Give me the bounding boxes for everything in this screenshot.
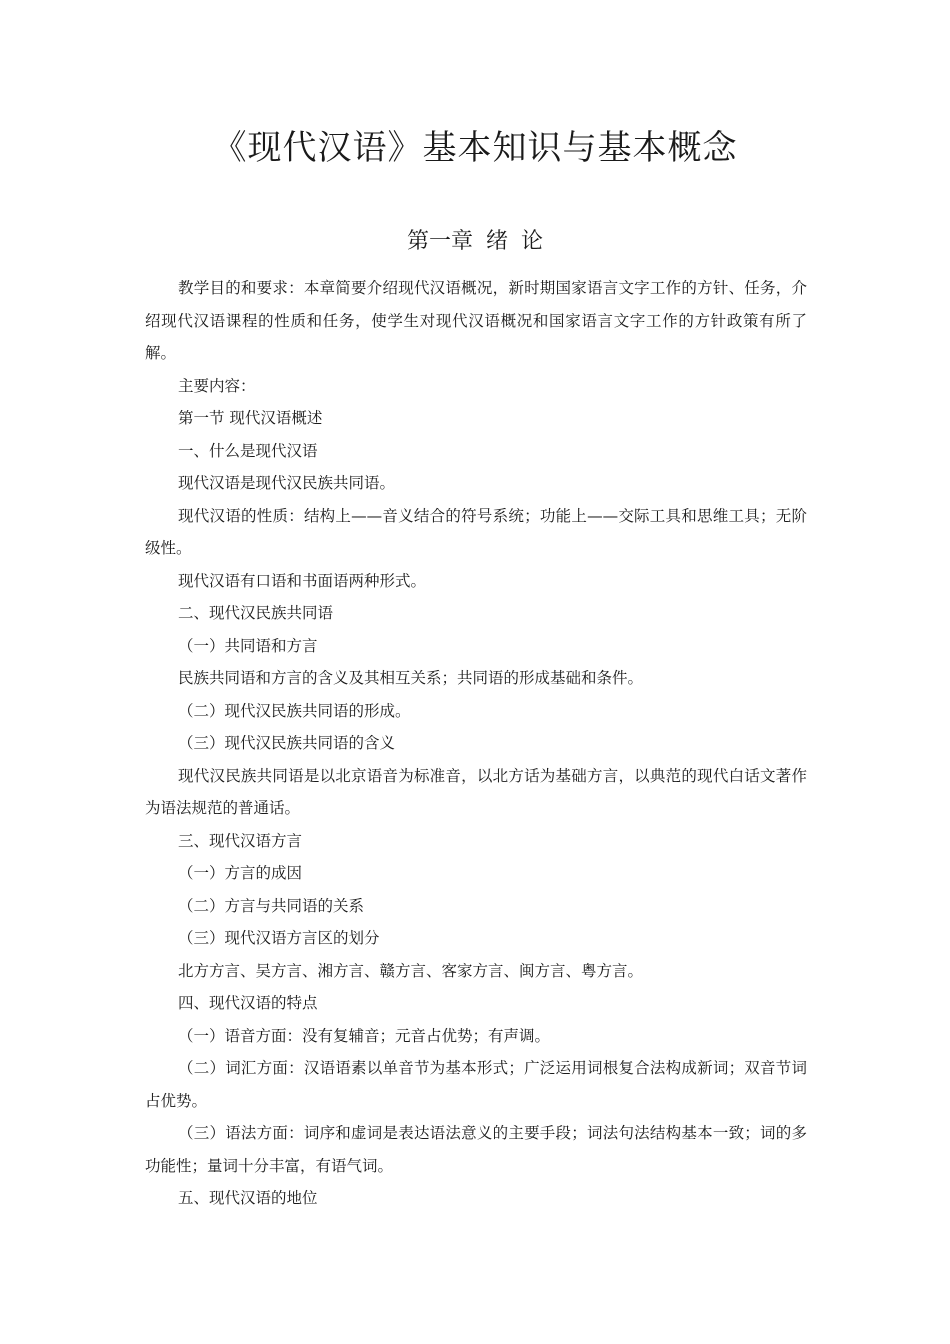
list-item-heading: （一）方言的成因 [178,864,303,882]
list-item: （一）语音方面：没有复辅音；元音占优势；有声调。 [178,1026,551,1045]
list-item-heading: （三）现代汉民族共同语的含义 [178,734,396,752]
paragraph: 现代汉民族共同语是以北京语音为标准音，以北方话为基础方言，以典范的现代白话文著作为语法规范的普通话。 [145,766,807,817]
list-item-heading: （二）方言与共同语的关系 [178,896,365,915]
subsection-heading: 五、现代汉语的地位 [178,1189,318,1207]
list-item-heading: （二）现代汉民族共同语的形成。 [178,701,411,720]
document-body [145,272,807,1215]
list-item: （二）词汇方面：汉语语素以单音节为基本形式；广泛运用词根复合法构成新词；双音节词占优势。 [145,1059,807,1110]
paragraph-main-content: 主要内容： [178,376,256,395]
paragraph: 民族共同语和方言的含义及其相互关系；共同语的形成基础和条件。 [178,669,644,687]
paragraph: 现代汉语是现代汉民族共同语。 [178,474,396,492]
list-item-heading: （一）共同语和方言 [178,636,318,655]
paragraph: 北方方言、吴方言、湘方言、赣方言、客家方言、闽方言、粤方言。 [178,961,644,980]
subsection-heading: 二、现代汉民族共同语 [178,604,334,622]
subsection-heading: 三、现代汉语方言 [178,831,303,850]
chapter-title: 第一章 绪 论 [407,229,543,254]
list-item-heading: （三）现代汉语方言区的划分 [178,929,380,947]
section-heading: 第一节 现代汉语概述 [178,409,323,427]
paragraph-objectives: 教学目的和要求：本章简要介绍现代汉语概况，新时期国家语言文字工作的方针、任务，介绍现代汉语课程的性质和任务，使学生对现代汉语概况和国家语言文字工作的方针政策有所了解。 [145,279,807,362]
paragraph: 现代汉语有口语和书面语两种形式。 [178,571,427,590]
list-item: （三）语法方面：词序和虚词是表达语法意义的主要手段；词法句法结构基本一致；词的多功能性；量词十分丰富，有语气词。 [145,1124,807,1175]
subsection-heading: 四、现代汉语的特点 [178,994,318,1012]
document-title: 《现代汉语》基本知识与基本概念 [212,128,738,168]
paragraph: 现代汉语的性质：结构上——音义结合的符号系统；功能上——交际工具和思维工具；无阶级性。 [145,506,807,557]
subsection-heading: 一、什么是现代汉语 [178,441,318,460]
